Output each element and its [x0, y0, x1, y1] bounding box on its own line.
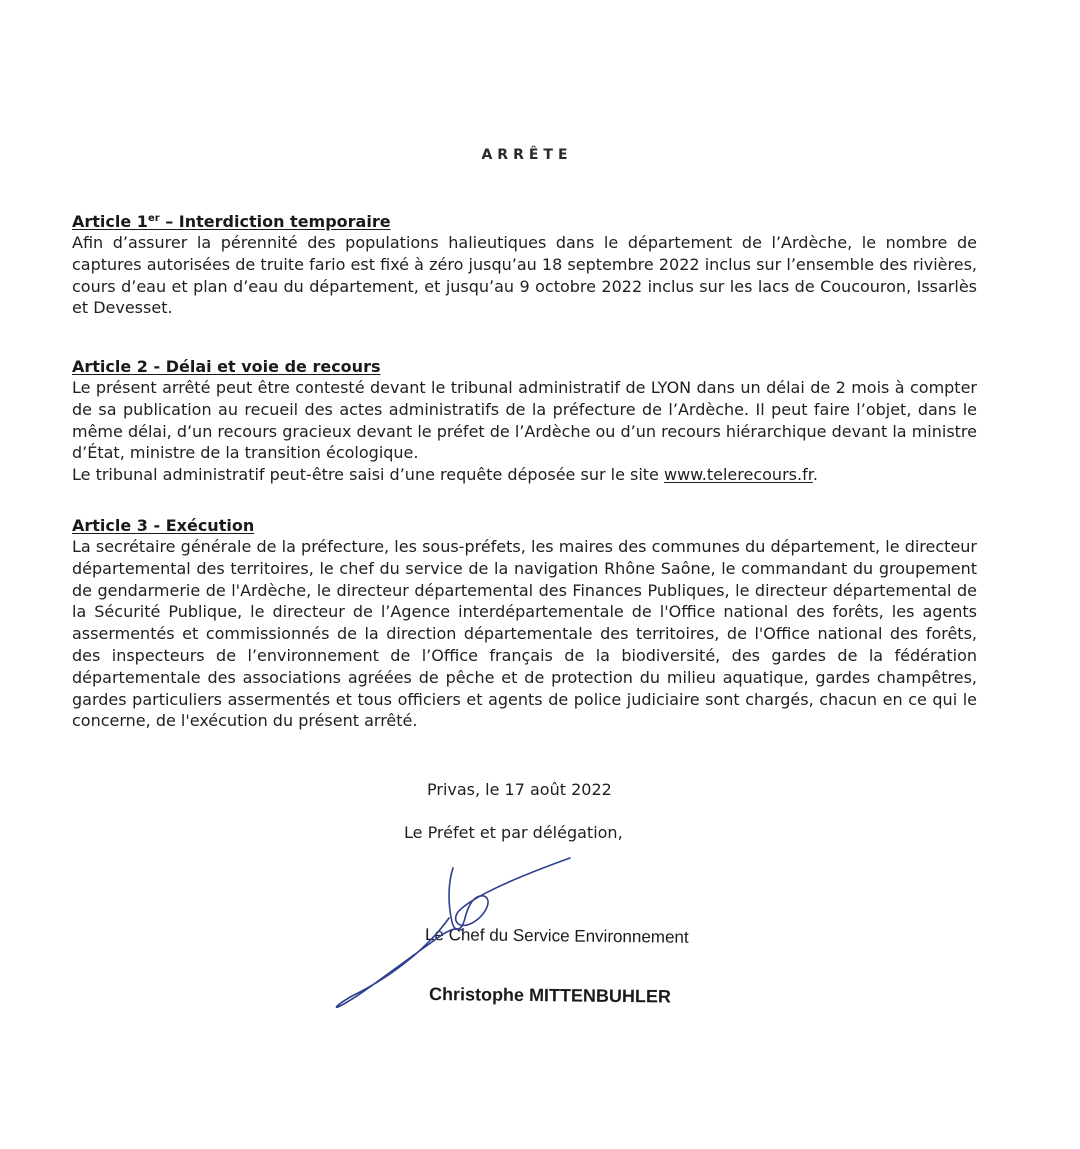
article-3-paragraph: La secrétaire générale de la préfecture, les sous-préfets, les maires des communes du département, le directeur départemental des territoires, le chef du service de la navigation Rhône Saône, le commandant du groupement de gendarmerie de l'Ardèche, le directeur départemental des Finances Publiques, le directeur départemental de la Sécurité Publique, le directeur de l’Agence interdépartementale de l'Office national des forêts, les agents assermentés et commissionnés de la direction départementale des territoires, de l'Office national des forêts, des inspecteurs de l’environnement de l’Office français de la biodiversité, des gardes de la fédération départementale des associations agréées de pêche et de protection du milieu aquatique, gardes champêtres, gardes particuliers assermentés et tous officiers et agents de police judiciaire sont chargés, chacun en ce qui le concerne, de l'exécution du présent arrêté. — [72, 537, 977, 731]
service-title: Le Chef du Service Environnement — [424, 925, 689, 947]
article-3-heading: Article 3 - Exécution — [72, 516, 255, 535]
delegation-line: Le Préfet et par délégation, — [404, 823, 623, 842]
signer-name: Christophe MITTENBUHLER — [428, 984, 672, 1007]
article-2-body — [72, 377, 977, 486]
article-1-paragraph: Afin d’assurer la pérennité des populations halieutiques dans le département de l’Ardèche, le nombre de captures autorisées de truite fario est fixé à zéro jusqu’au 18 septembre 2022 inclus sur l’ensemble des rivières, cours d’eau et plan d’eau du département, et jusqu’au 9 octobre 2022 inclus sur les lacs de Coucouron, Issarlès et Devesset. — [72, 233, 977, 318]
article-1-heading-title: – Interdiction temporaire — [159, 212, 391, 231]
article-2 — [72, 356, 977, 486]
article-1-heading — [72, 211, 977, 232]
document-title: ARRÊTE — [481, 147, 573, 163]
telerecours-link[interactable]: www.telerecours.fr — [663, 465, 813, 485]
article-1-heading-number: Article 1 — [72, 212, 148, 231]
article-1-body — [72, 232, 977, 319]
place-date: Privas, le 17 août 2022 — [427, 780, 612, 799]
article-2-telerecours-line — [72, 464, 977, 486]
article-2-period: . — [812, 465, 818, 485]
article-2-paragraph: Le présent arrêté peut être contesté devant le tribunal administratif de LYON dans un délai de 2 mois à compter de sa publication au recueil des actes administratifs de la préfecture de l’Ardèche. Il peut faire l’objet, dans le même délai, d’un recours gracieux devant le préfet de l’Ardèche ou d’un recours hiérarchique devant la ministre d’État, ministre de la transition écologique. — [72, 378, 977, 463]
article-1-heading-superscript: er — [147, 213, 160, 224]
article-2-heading: Article 2 - Délai et voie de recours — [72, 357, 381, 376]
article-3 — [72, 515, 977, 732]
article-3-body — [72, 536, 977, 732]
article-1 — [72, 211, 977, 319]
article-2-telerecours-text: Le tribunal administratif peut-être saisi d’une requête déposée sur le site — [72, 465, 664, 485]
